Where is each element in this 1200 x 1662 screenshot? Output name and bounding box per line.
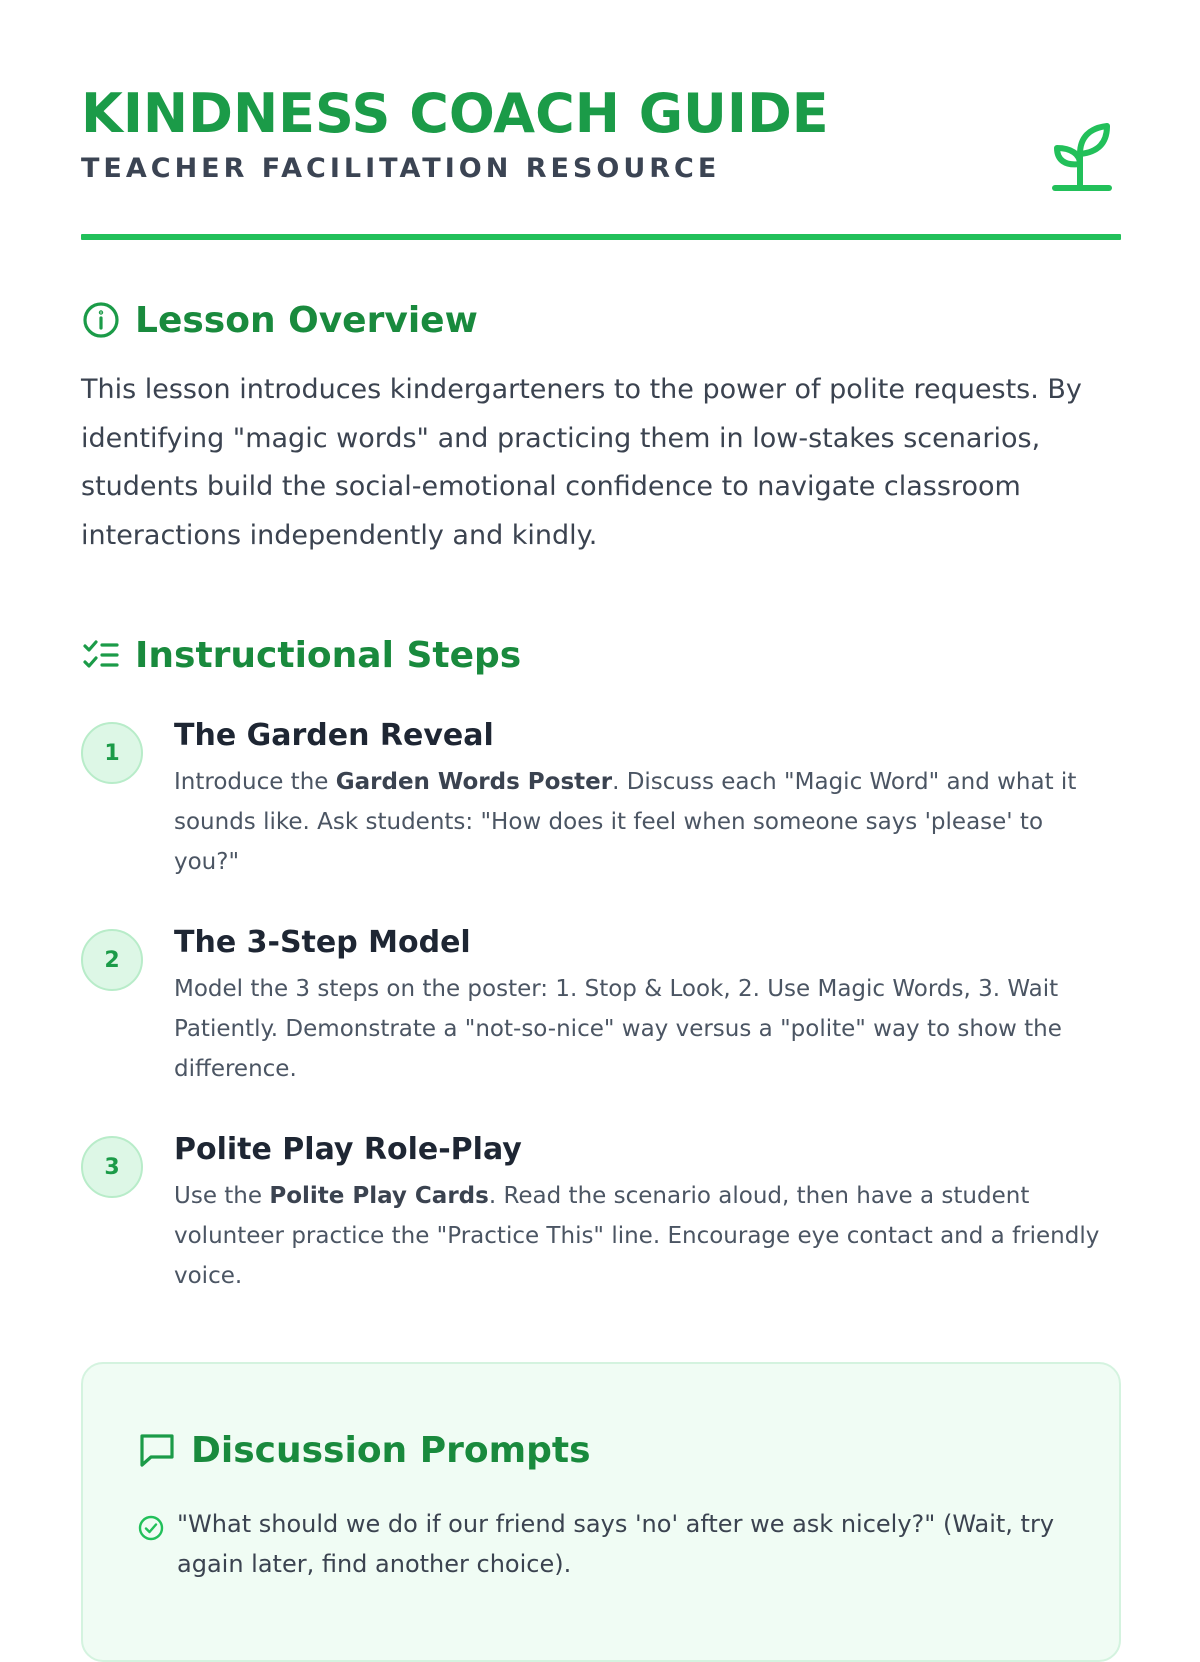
step-title: The Garden Reveal xyxy=(174,718,494,753)
step-description: Model the 3 steps on the poster: 1. Stop & Look, 2. Use Magic Words, 3. Wait Patiently. Demonstrate a "not-so-nice" way versus a "polite" way to show the difference. xyxy=(174,976,1062,1082)
discussion-prompts-heading xyxy=(137,1428,591,1472)
guide-subtitle: TEACHER FACILITATION RESOURCE xyxy=(81,153,721,184)
step-number-badge: 1 xyxy=(81,722,143,784)
check-circle-icon xyxy=(137,1514,165,1542)
info-icon xyxy=(81,300,121,340)
checklist-icon xyxy=(81,635,121,675)
instructional-steps-heading xyxy=(81,633,521,677)
guide-header xyxy=(81,82,1121,242)
sprout-icon xyxy=(1049,120,1115,192)
header-divider xyxy=(81,234,1121,240)
discussion-prompts-title: Discussion Prompts xyxy=(191,1429,591,1471)
guide-title: KINDNESS COACH GUIDE xyxy=(81,82,829,145)
speech-bubble-icon xyxy=(137,1430,177,1470)
step-description: Use the Polite Play Cards. Read the scenario aloud, then have a student volunteer practice the "Practice This" line. Encourage eye contact and a friendly voice. xyxy=(174,1183,1100,1289)
lesson-overview-title: Lesson Overview xyxy=(135,299,478,341)
step-description: Introduce the Garden Words Poster. Discuss each "Magic Word" and what it sounds like. Ask students: "How does it feel when someone says 'please' to you?" xyxy=(174,769,1077,875)
step-number-badge: 2 xyxy=(81,929,143,991)
discussion-prompt-item xyxy=(137,1504,1077,1584)
instructional-steps-title: Instructional Steps xyxy=(135,634,522,676)
step-number-badge: 3 xyxy=(81,1136,143,1198)
step-title: Polite Play Role-Play xyxy=(174,1132,522,1167)
discussion-prompts-panel xyxy=(81,1362,1121,1662)
lesson-overview-text: This lesson introduces kindergarteners to the power of polite requests. By identifying "magic words" and practicing them in low-stakes scenarios, students build the social-emotional confidence to navigate classroom interactions independently and kindly. xyxy=(81,374,1082,551)
lesson-overview-heading xyxy=(81,298,478,342)
discussion-prompt-text: "What should we do if our friend says 'no' after we ask nicely?" (Wait, try again later, find another choice). xyxy=(177,1510,1055,1578)
step-resource-name: Garden Words Poster xyxy=(335,769,613,795)
step-title: The 3-Step Model xyxy=(174,925,471,960)
step-resource-name: Polite Play Cards xyxy=(269,1183,489,1209)
